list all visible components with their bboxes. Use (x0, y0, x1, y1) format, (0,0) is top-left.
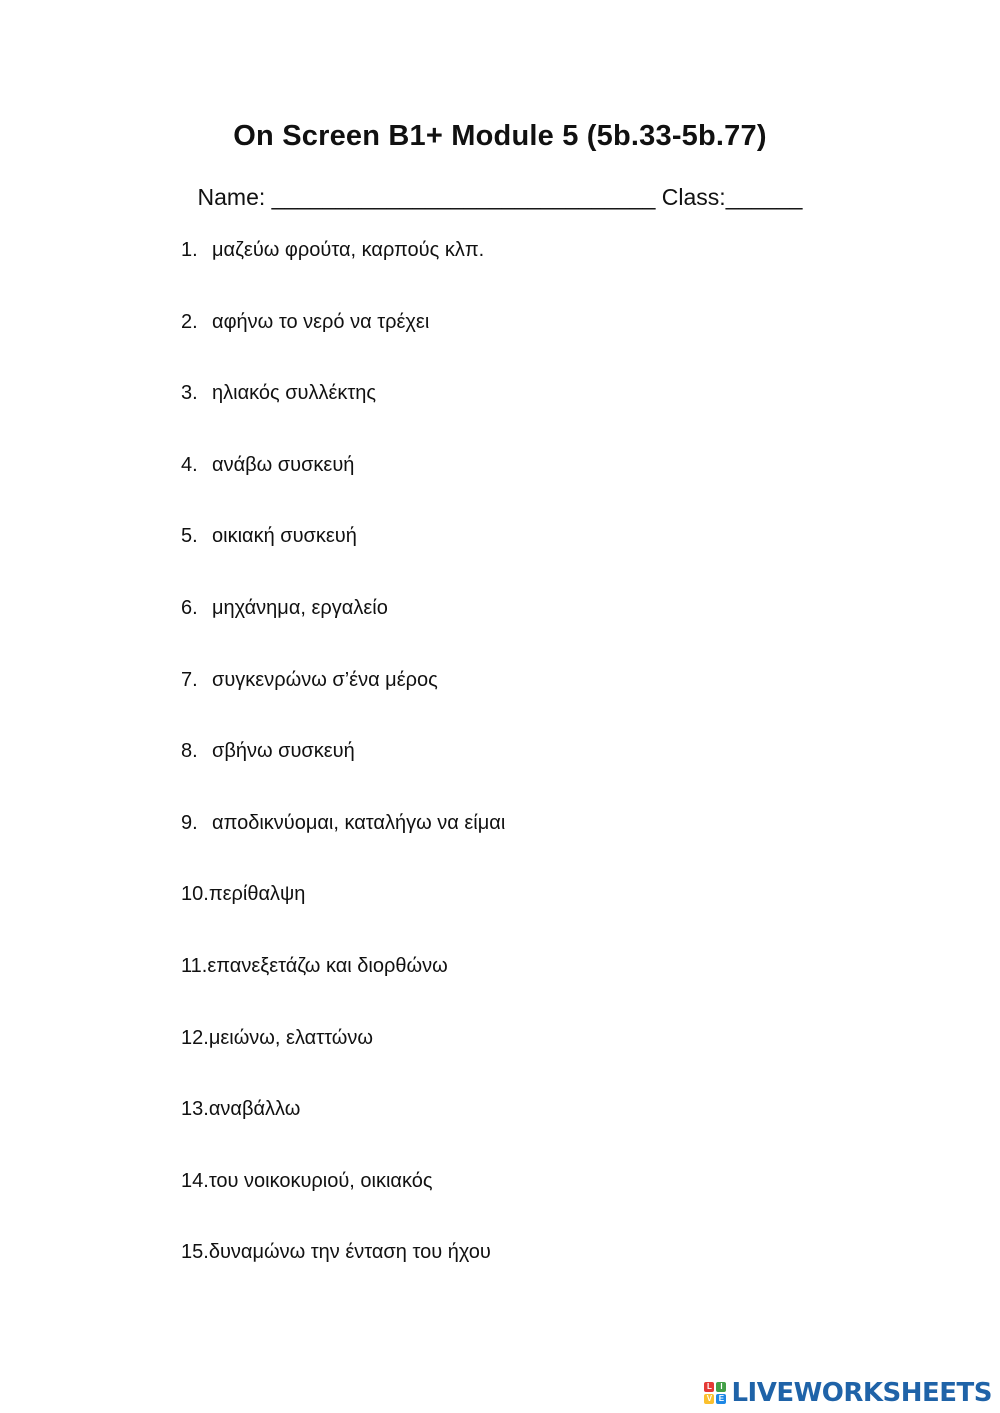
item-text: ανάβω συσκευή (212, 453, 355, 476)
list-item (181, 522, 505, 594)
list-item (181, 1024, 505, 1096)
item-number: 7. (181, 668, 198, 691)
item-number: 4. (181, 453, 198, 476)
item-number: 10. (181, 883, 209, 906)
item-number: 1. (181, 239, 198, 261)
logo-mark-square-e: E (716, 1394, 726, 1404)
list-item (181, 952, 505, 1024)
list-item (181, 1095, 505, 1167)
logo-mark-square-l: L (704, 1382, 714, 1392)
item-text: του νοικοκυριού, οικιακός (208, 1169, 433, 1192)
item-number: 9. (181, 811, 198, 834)
item-text: μειώνω, ελαττώνω (208, 1026, 373, 1049)
item-number: 2. (181, 310, 198, 333)
item-text: αφήνω το νερό να τρέχει (212, 310, 430, 333)
item-text: επανεξετάζω και διορθώνω (207, 954, 448, 977)
logo-text: LIVEWORKSHEETS (731, 1378, 992, 1408)
list-item (181, 666, 505, 738)
item-text: οικιακή συσκευή (212, 525, 357, 548)
logo-mark-icon (704, 1382, 726, 1404)
list-item (181, 594, 505, 666)
list-item (181, 308, 505, 380)
item-number: 15. (181, 1241, 209, 1264)
item-number: 13. (181, 1098, 209, 1121)
item-text: ηλιακός συλλέκτης (212, 382, 377, 405)
item-number: 6. (181, 596, 198, 619)
item-number: 8. (181, 740, 198, 763)
item-text: μηχάνημα, εργαλείο (212, 596, 388, 619)
item-text: σβήνω συσκευή (212, 740, 355, 763)
name-class-line: Name: ______________________________ Class:______ (197, 184, 803, 210)
list-item (181, 236, 505, 308)
item-number: 12. (181, 1026, 209, 1049)
item-text: αποδικνύομαι, καταλήγω να είμαι (212, 811, 506, 834)
item-number: 11. (181, 954, 208, 977)
list-item (181, 880, 505, 952)
vocabulary-list (181, 236, 505, 1310)
item-number: 3. (181, 382, 198, 405)
logo-mark-square-i: I (716, 1382, 726, 1392)
item-text: συγκενρώνω σ’ένα μέρος (212, 668, 438, 691)
item-text: μαζεύω φρούτα, καρπούς κλπ. (212, 239, 485, 261)
liveworksheets-logo (704, 1377, 992, 1409)
logo-mark-square-v: V (704, 1394, 714, 1404)
list-item (181, 1167, 505, 1239)
worksheet-title: On Screen B1+ Module 5 (5b.33-5b.77) (233, 120, 767, 152)
list-item (181, 809, 505, 881)
item-text: περίθαλψη (208, 883, 306, 906)
item-text: δυναμώνω την ένταση του ήχου (208, 1241, 491, 1264)
item-text: αναβάλλω (208, 1098, 301, 1121)
list-item (181, 379, 505, 451)
list-item (181, 737, 505, 809)
list-item (181, 1238, 505, 1310)
item-number: 5. (181, 525, 198, 548)
list-item (181, 451, 505, 523)
item-number: 14. (181, 1169, 209, 1192)
